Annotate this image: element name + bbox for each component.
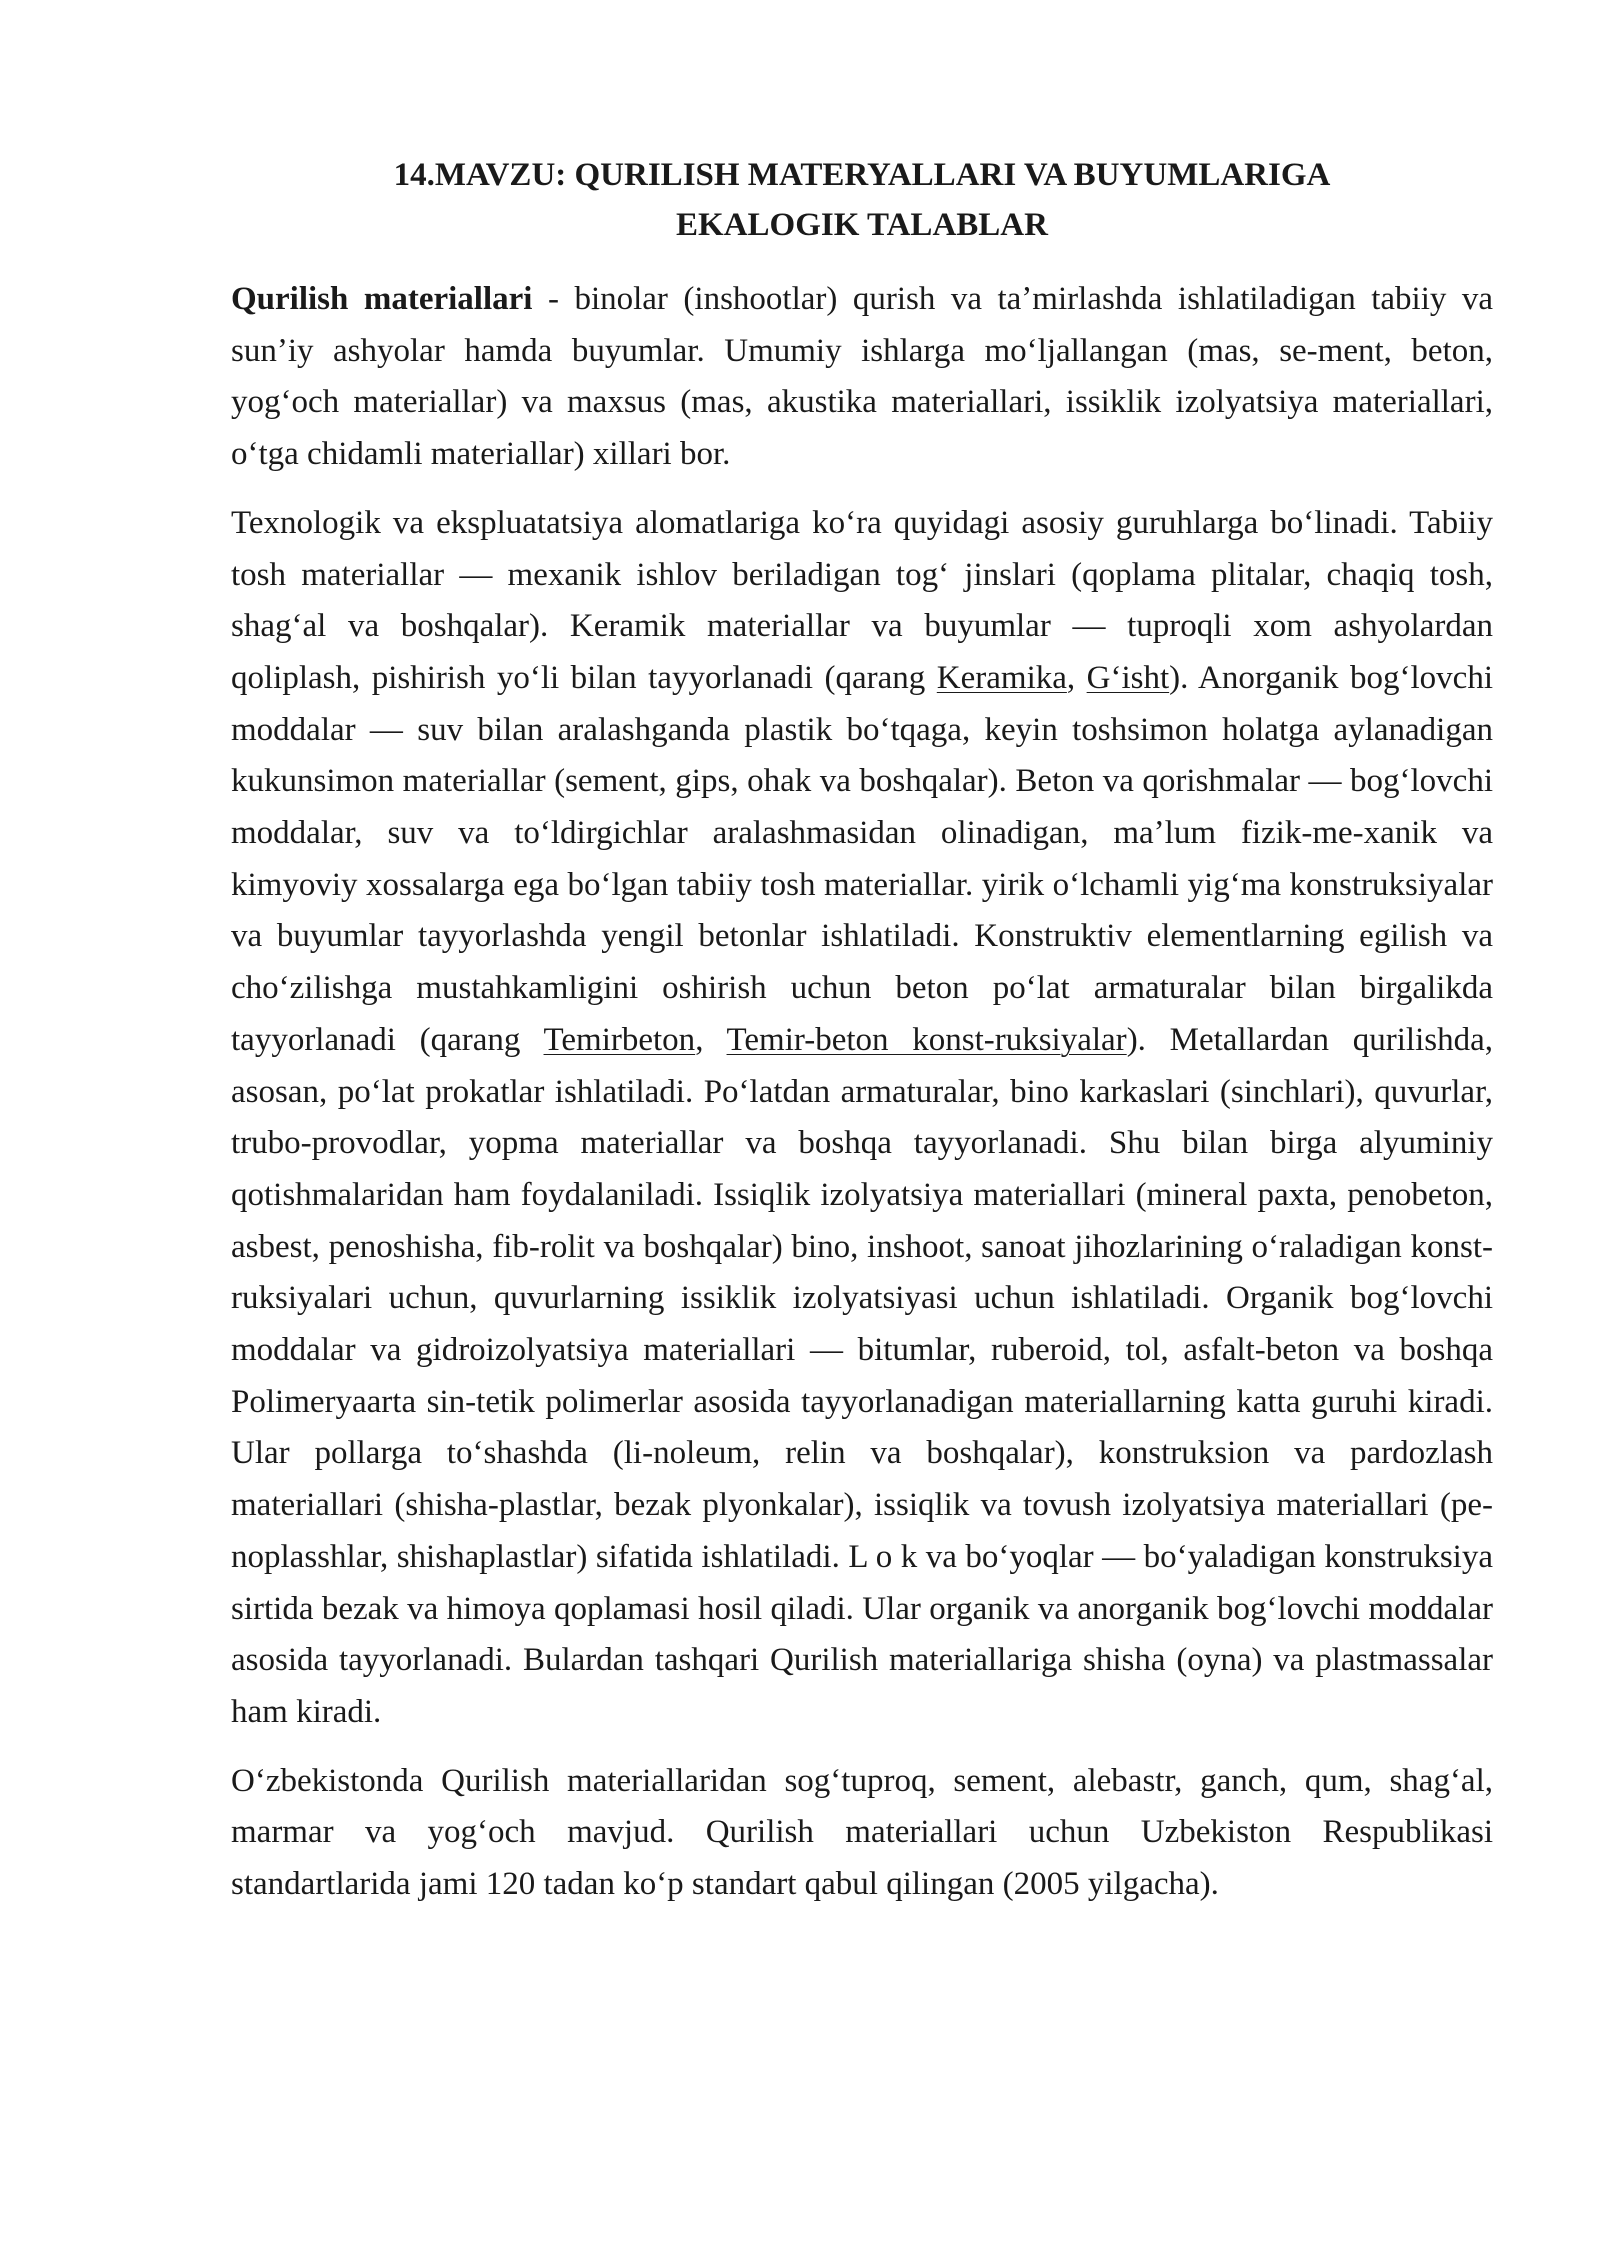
paragraph-text-part: ). Anorganik bogʻlovchi moddalar — suv bilan aralashganda plastik boʻtqaga, keyin toshsimon holatga aylanadigan kukunsimon materiallar (sement, gips, ohak va boshqalar). Beton va qorishmalar — bogʻlovchi moddalar, suv va toʻldirgichlar aralashmasidan olinadigan, maʼlum fizik-me-xanik va kimyoviy xossalarga ega boʻlgan tabiiy tosh materiallar. yirik oʻlchamli yigʻma konstruksiyalar va buyumlar tayyorlashda yengil betonlar ishlatiladi. Konstruktiv elementlarning egilish va choʻzilishga mustahkamligini oshirish uchun beton poʻlat armaturalar bilan birgalikda tayyorlanadi (qarang xyxy=(231,659,1494,1058)
paragraph-text-part: ). Metallardan qurilishda, asosan, poʻlat prokatlar ishlatiladi. Poʻlatdan armaturalar, bino karkaslari (sinchlari), quvurlar, trubo-provodlar, yopma materiallar va boshqa tayyorlanadi. Shu bilan birga alyuminiy qotishmalaridan ham foydalaniladi. Issiqlik izolyatsiya materiallari (mineral paxta, penobeton, asbest, penoshisha, fib-rolit va boshqalar) bino, inshoot, sanoat jihozlarining oʻraladigan konst-ruksiyalari uchun, quvurlarning issiklik izolyatsiyasi uchun ishlatiladi. Organik bogʻlovchi moddalar va gidroizolyatsiya materiallari — bitumlar, ruberoid, tol, asfalt-beton va boshqa Polimeryaarta sin-tetik polimerlar asosida tayyorlanadigan materiallarning katta guruhi kiradi. Ular pollarga toʻshashda (li-noleum, relin va boshqalar), konstruksion va pardozlash materiallari (shisha-plastlar, bezak plyonkalar), issiqlik va tovush izolyatsiya materiallari (pe-noplasshlar, shishaplastlar) sifatida ishlatiladi. L o k va boʻyoqlar — boʻyaladigan konstruksiya sirtida bezak va himoya qoplamasi hosil qiladi. Ular organik va anorganik bogʻlovchi moddalar asosida tayyorlanadi. Bulardan tashqari Qurilish materiallariga shisha (oyna) va plastmassalar ham kiradi. xyxy=(231,1021,1493,1730)
paragraph-text-part: , xyxy=(695,1021,727,1058)
document-page xyxy=(231,150,1493,1928)
paragraph-classification xyxy=(231,498,1493,1739)
paragraph-text-part: , xyxy=(1066,659,1087,696)
title-line-2: EKALOGIK TALABLAR xyxy=(676,207,1048,243)
title-line-1: 14.MAVZU: QURILISH MATERYALLARI VA BUYUMLARIGA xyxy=(393,157,1331,193)
defined-term: Qurilish materiallari xyxy=(231,281,533,317)
paragraph-text-part: Texnologik va ekspluatatsiya alomatlariga koʻra quyidagi asosiy guruhlarga boʻlinadi. Tabiiy tosh materiallar — mexanik ishlov beriladigan togʻ jinslari (qoplama plitalar, chaqiq tosh, shagʻal va boshqalar). Keramik materiallar va buyumlar — tuproqli xom ashyolardan qoliplash, pishirish yoʻli bilan tayyorlanadi (qarang xyxy=(231,504,1493,696)
document-title xyxy=(231,150,1493,250)
link-gisht[interactable]: Gʻisht xyxy=(1086,659,1170,696)
link-temir-beton-konstruksiyalar[interactable]: Temir-beton konst-ruksiyalar xyxy=(726,1021,1127,1058)
definition-text: - binolar (inshootlar) qurish va taʼmirlashda ishlatiladigan tabiiy va sunʼiy ashyolar hamda buyumlar. Umumiy ishlarga moʻljallangan (mas, se-ment, beton, yogʻoch materiallar) va maxsus (mas, akustika materiallari, issiklik izolyatsiya materiallari, oʻtga chidamli materiallar) xillari bor. xyxy=(231,281,1493,473)
paragraph-text: Oʻzbekistonda Qurilish materiallaridan sogʻtuproq, sement, alebastr, ganch, qum, shagʻal, marmar va yogʻoch mavjud. Qurilish materiallari uchun Uzbekiston Respublikasi standartlarida jami 120 tadan koʻp standart qabul qilingan (2005 yilgacha). xyxy=(231,1762,1493,1903)
paragraph-uzbekistan xyxy=(231,1756,1493,1911)
link-temirbeton[interactable]: Temirbeton xyxy=(543,1021,696,1058)
paragraph-definition xyxy=(231,274,1493,481)
link-keramika[interactable]: Keramika xyxy=(936,659,1067,696)
